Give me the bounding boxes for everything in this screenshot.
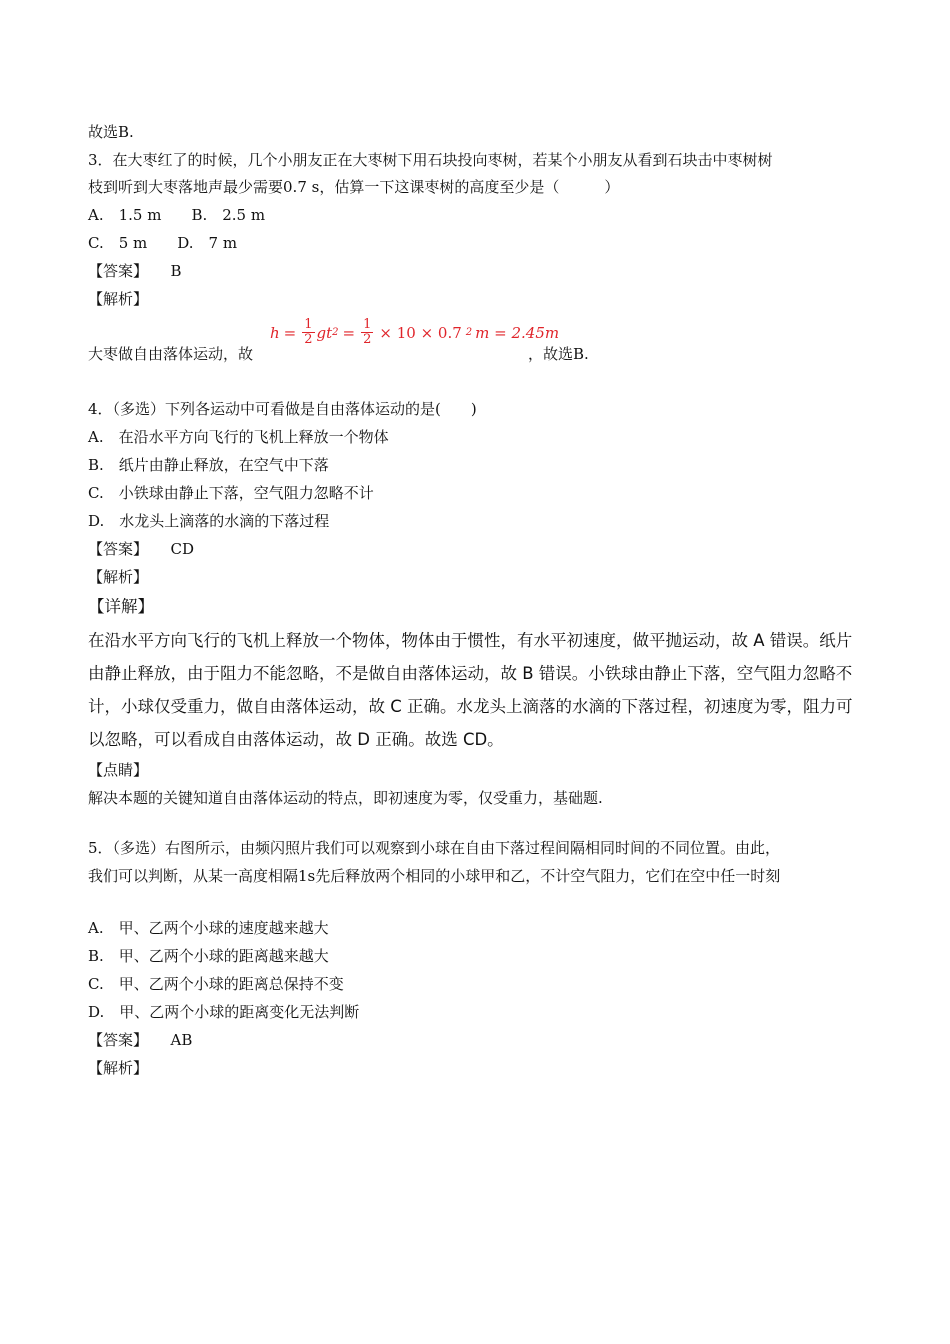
analysis-label: 【解析】	[88, 568, 149, 586]
detail-text: 由静止释放，由于阻力不能忽略，不是做自由落体运动，故 B 错误。小铁球由静止下落，空气阻力忽略不	[88, 664, 853, 683]
detail-label: 【详解】	[88, 597, 154, 616]
fraction	[302, 318, 314, 347]
detail-text: 在沿水平方向飞行的飞机上释放一个物体，物体由于惯性，有水平初速度，做平抛运动，故 A 错误。纸片	[88, 631, 853, 650]
text-line: 我们可以判断，从某一高度相隔1s先后释放两个相同的小球甲和乙，不计空气阻力，它们在空中任一时刻	[88, 867, 781, 885]
text-line: ，故选B.	[528, 345, 589, 363]
fraction	[361, 318, 373, 347]
option-c: C. 甲、乙两个小球的距离总保持不变	[88, 975, 344, 993]
formula	[270, 318, 559, 347]
fraction-denominator: 2	[304, 332, 313, 347]
question-3: 3．在大枣红了的时候，几个小朋友正在大枣树下用石块投向枣树，若某个小朋友从看到石块击中枣树树	[88, 151, 773, 169]
formula-exponent: 2	[465, 327, 473, 338]
detail-text: 计，小球仅受重力，做自由落体运动，故 C 正确。水龙头上滴落的水滴的下落过程，初速度为零，阻力可	[88, 697, 853, 716]
answer-label: 【答案】 CD	[88, 540, 195, 558]
option-a: A. 在沿水平方向飞行的飞机上释放一个物体	[88, 428, 389, 446]
analysis-label: 【解析】	[88, 290, 149, 308]
option-d: D. 水龙头上滴落的水滴的下落过程	[88, 512, 330, 530]
formula-part: × 10 × 0.7	[379, 323, 462, 342]
formula-part: =	[283, 323, 297, 342]
fraction-numerator: 1	[363, 317, 372, 332]
fraction-denominator: 2	[363, 332, 372, 347]
fraction-numerator: 1	[304, 317, 313, 332]
option-b: B. 甲、乙两个小球的距离越来越大	[88, 947, 329, 965]
question-4: 4．（多选）下列各运动中可看做是自由落体运动的是( )	[88, 400, 477, 418]
option-b: B. 纸片由静止释放，在空气中下落	[88, 456, 329, 474]
text-line: 故选B.	[88, 123, 134, 141]
formula-part: m = 2.45m	[475, 323, 560, 342]
option-a: A. 甲、乙两个小球的速度越来越大	[88, 919, 329, 937]
option-ab: A. 1.5 m B. 2.5 m	[88, 206, 266, 224]
text-line: 枝到听到大枣落地声最少需要0.7 s，估算一下这课枣树的高度至少是（ ）	[88, 178, 620, 196]
text-line: 大枣做自由落体运动，故	[88, 345, 254, 363]
formula-exponent: 2	[332, 327, 339, 338]
tips-text: 解决本题的关键知道自由落体运动的特点，即初速度为零，仅受重力，基础题.	[88, 789, 603, 807]
option-cd: C. 5 m D. 7 m	[88, 234, 238, 252]
answer-label: 【答案】 AB	[88, 1031, 193, 1049]
formula-part: h	[270, 323, 280, 342]
option-d: D. 甲、乙两个小球的距离变化无法判断	[88, 1003, 360, 1021]
answer-label: 【答案】 B	[88, 262, 182, 280]
detail-text: 以忽略，可以看成自由落体运动，故 D 正确。故选 CD。	[88, 730, 504, 749]
formula-part: gt	[316, 323, 333, 342]
formula-part: =	[342, 323, 356, 342]
question-5: 5．（多选）右图所示，由频闪照片我们可以观察到小球在自由下落过程间隔相同时间的不同位置。由此，	[88, 839, 781, 857]
option-c: C. 小铁球由静止下落，空气阻力忽略不计	[88, 484, 374, 502]
analysis-label: 【解析】	[88, 1059, 149, 1077]
tips-label: 【点睛】	[88, 761, 149, 779]
